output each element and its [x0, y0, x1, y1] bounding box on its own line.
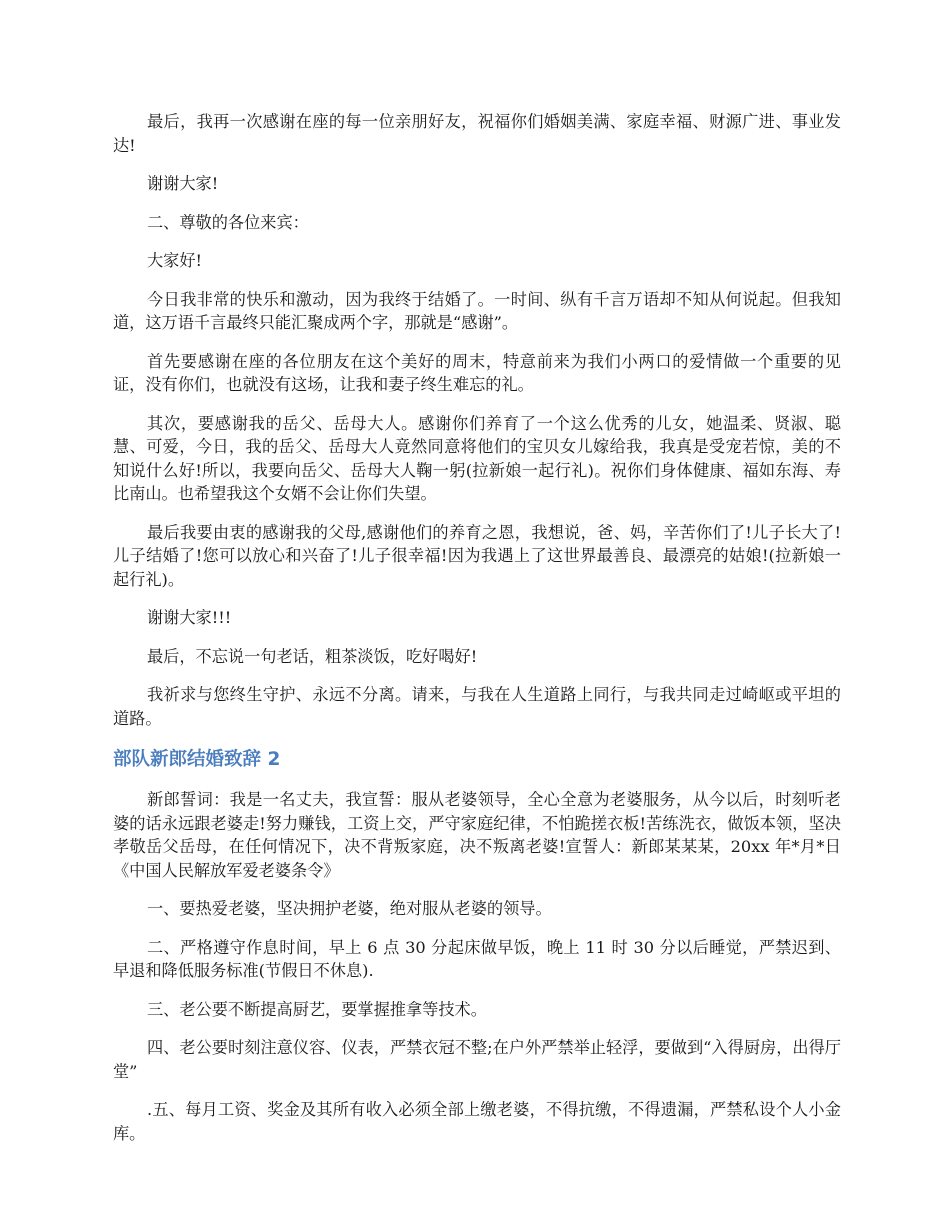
paragraph: 今日我非常的快乐和激动，因为我终于结婚了。一时间、纵有千言万语却不知从何说起。但我知道，这万语千言最终只能汇聚成两个字，那就是“感谢”。: [113, 289, 841, 332]
paragraph: 大家好!: [147, 251, 203, 270]
paragraph: 一、要热爱老婆，坚决拥护老婆，绝对服从老婆的领导。: [147, 899, 552, 918]
paragraph: 首先要感谢在座的各位朋友在这个美好的周末，特意前来为我们小两口的爱情做一个重要的见证，没有你们，也就没有这场，让我和妻子终生难忘的礼。: [113, 351, 841, 394]
paragraph: 三、老公要不断提高厨艺，要掌握推拿等技术。: [147, 999, 487, 1019]
paragraph: 二、严格遵守作息时间，早上 6 点 30 分起床做早饭，晚上 11 时 30 分以后睡觉，严禁迟到、早退和降低服务标准(节假日不休息).: [113, 937, 841, 980]
section-heading: 部队新郎结婚致辞 2: [113, 749, 281, 770]
paragraph: 最后，不忘说一句老话，粗茶淡饭，吃好喝好!: [147, 646, 478, 666]
paragraph: 其次，要感谢我的岳父、岳母大人。感谢你们养育了一个这么优秀的儿女，她温柔、贤淑、聪慧、可爱，今日，我的岳父、岳母大人竟然同意将他们的宝贝女儿嫁给我，我真是受宠若惊，美的不知说什么好!所以，我要向岳父、岳母大人鞠一躬(拉新娘一起行礼)。祝你们身体健康、福如东海、寿比南山。也希望我这个女婿不会让你们失望。: [113, 413, 841, 503]
paragraph: .五、每月工资、奖金及其所有收入必须全部上缴老婆，不得抗缴，不得遗漏，严禁私设个人小金库。: [113, 1100, 841, 1143]
paragraph: 最后我要由衷的感谢我的父母,感谢他们的养育之恩，我想说，爸、妈，辛苦你们了!儿子长大了!儿子结婚了!您可以放心和兴奋了!儿子很幸福!因为我遇上了这世界最善良、最漂亮的姑娘!(拉新娘一起行礼)。: [113, 522, 841, 589]
paragraph: 四、老公要时刻注意仪容、仪表，严禁衣冠不整;在户外严禁举止轻浮，要做到“入得厨房，出得厅堂”: [113, 1038, 841, 1081]
paragraph: 二、尊敬的各位来宾：: [147, 212, 309, 232]
paragraph: 最后，我再一次感谢在座的每一位亲朋好友，祝福你们婚姻美满、家庭幸福、财源广进、事业发达!: [113, 112, 841, 155]
paragraph: 谢谢大家!: [147, 174, 219, 193]
document-page: [113, 110, 841, 1160]
paragraph: 我祈求与您终生守护、永远不分离。请来，与我在人生道路上同行，与我共同走过崎岖或平坦的道路。: [113, 685, 841, 728]
paragraph: 新郎誓词：我是一名丈夫，我宣誓：服从老婆领导，全心全意为老婆服务，从今以后，时刻听老婆的话永远跟老婆走!努力赚钱，工资上交，严守家庭纪律，不怕跪搓衣板!苦练洗衣，做饭本领，坚决孝敬岳父岳母，在任何情况下，决不背叛家庭，决不叛离老婆!宣誓人：新郎某某某，20xx 年*月*日 《中国人民解放军爱老婆条令》: [113, 790, 841, 880]
paragraph: 谢谢大家!!!: [147, 608, 232, 627]
